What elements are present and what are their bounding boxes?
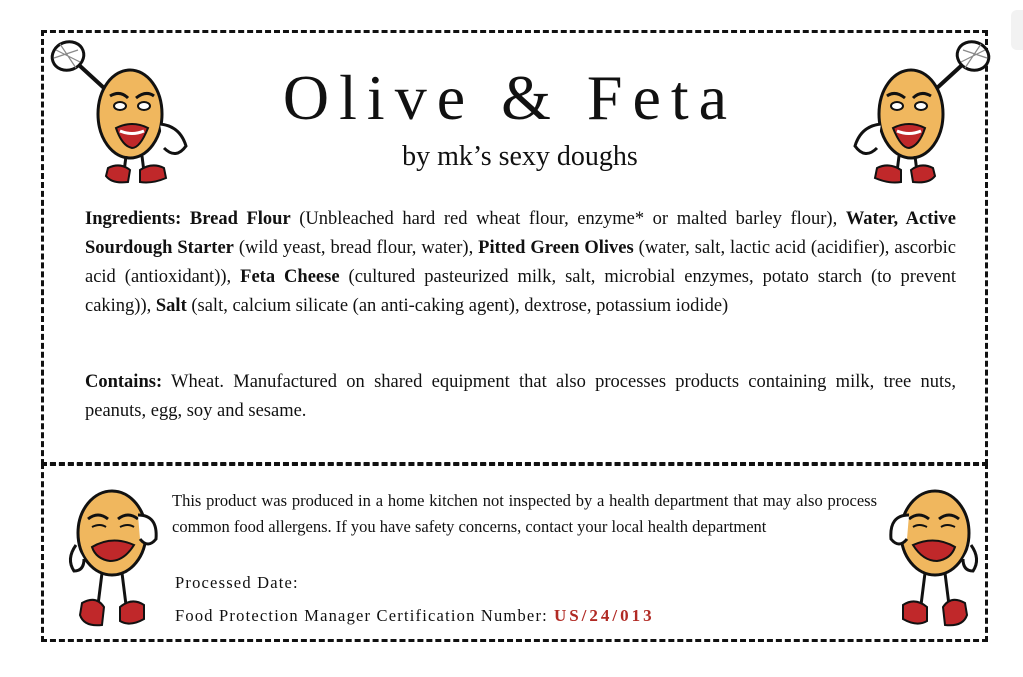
processed-date-field — [175, 571, 299, 595]
ingredient-water-starter-detail: (wild yeast, bread flour, water), — [233, 238, 479, 258]
ingredient-water-starter: Water, Active Sourdough Starter — [85, 209, 956, 258]
home-kitchen-disclaimer: This product was produced in a home kitchen not inspected by a health department that may also process common food allergens. If you have safety concerns, contact your local health department — [172, 491, 877, 536]
certification-field — [175, 604, 655, 628]
contains-heading: Contains: — [85, 372, 163, 392]
kissing-mascot-icon — [62, 485, 172, 630]
cert-number: US/24/013 — [553, 606, 655, 625]
ingredient-salt-detail: (salt, calcium silicate (an anti-caking agent), dextrose, potassium iodide) — [186, 296, 729, 316]
contains-text: Wheat. Manufactured on shared equipment that also processes products containing milk, tree nuts, peanuts, egg, soy and sesame. — [85, 372, 956, 421]
cert-label: Food Protection Manager Certification Number: — [175, 606, 548, 625]
product-title: Olive & Feta — [282, 62, 738, 133]
edge-tab — [1011, 10, 1023, 50]
ingredient-salt: Salt — [155, 296, 187, 316]
tennis-mascot-icon — [48, 36, 198, 186]
kissing-mascot-icon — [875, 485, 985, 630]
ingredients-paragraph — [85, 205, 956, 321]
ingredient-olives-detail: (water, salt, lactic acid (acidifier), ascorbic acid (antioxidant)), — [85, 238, 957, 287]
brand-subtitle: by mk’s sexy doughs — [402, 141, 638, 172]
ingredient-feta: Feta Cheese — [240, 267, 340, 287]
ingredients-heading: Ingredients: — [85, 209, 182, 229]
ingredient-bread-flour-detail: (Unbleached hard red wheat flour, enzyme* or malted barley flour), — [290, 209, 846, 229]
tennis-mascot-icon — [843, 36, 993, 186]
contains-paragraph — [85, 368, 956, 426]
processed-date-label: Processed Date: — [175, 573, 299, 592]
ingredient-feta-detail: (cultured pasteurized milk, salt, microbial enzymes, potato starch (to prevent caking)), — [85, 267, 957, 316]
ingredient-bread-flour: Bread Flour — [189, 209, 291, 229]
ingredient-olives: Pitted Green Olives — [478, 238, 634, 258]
